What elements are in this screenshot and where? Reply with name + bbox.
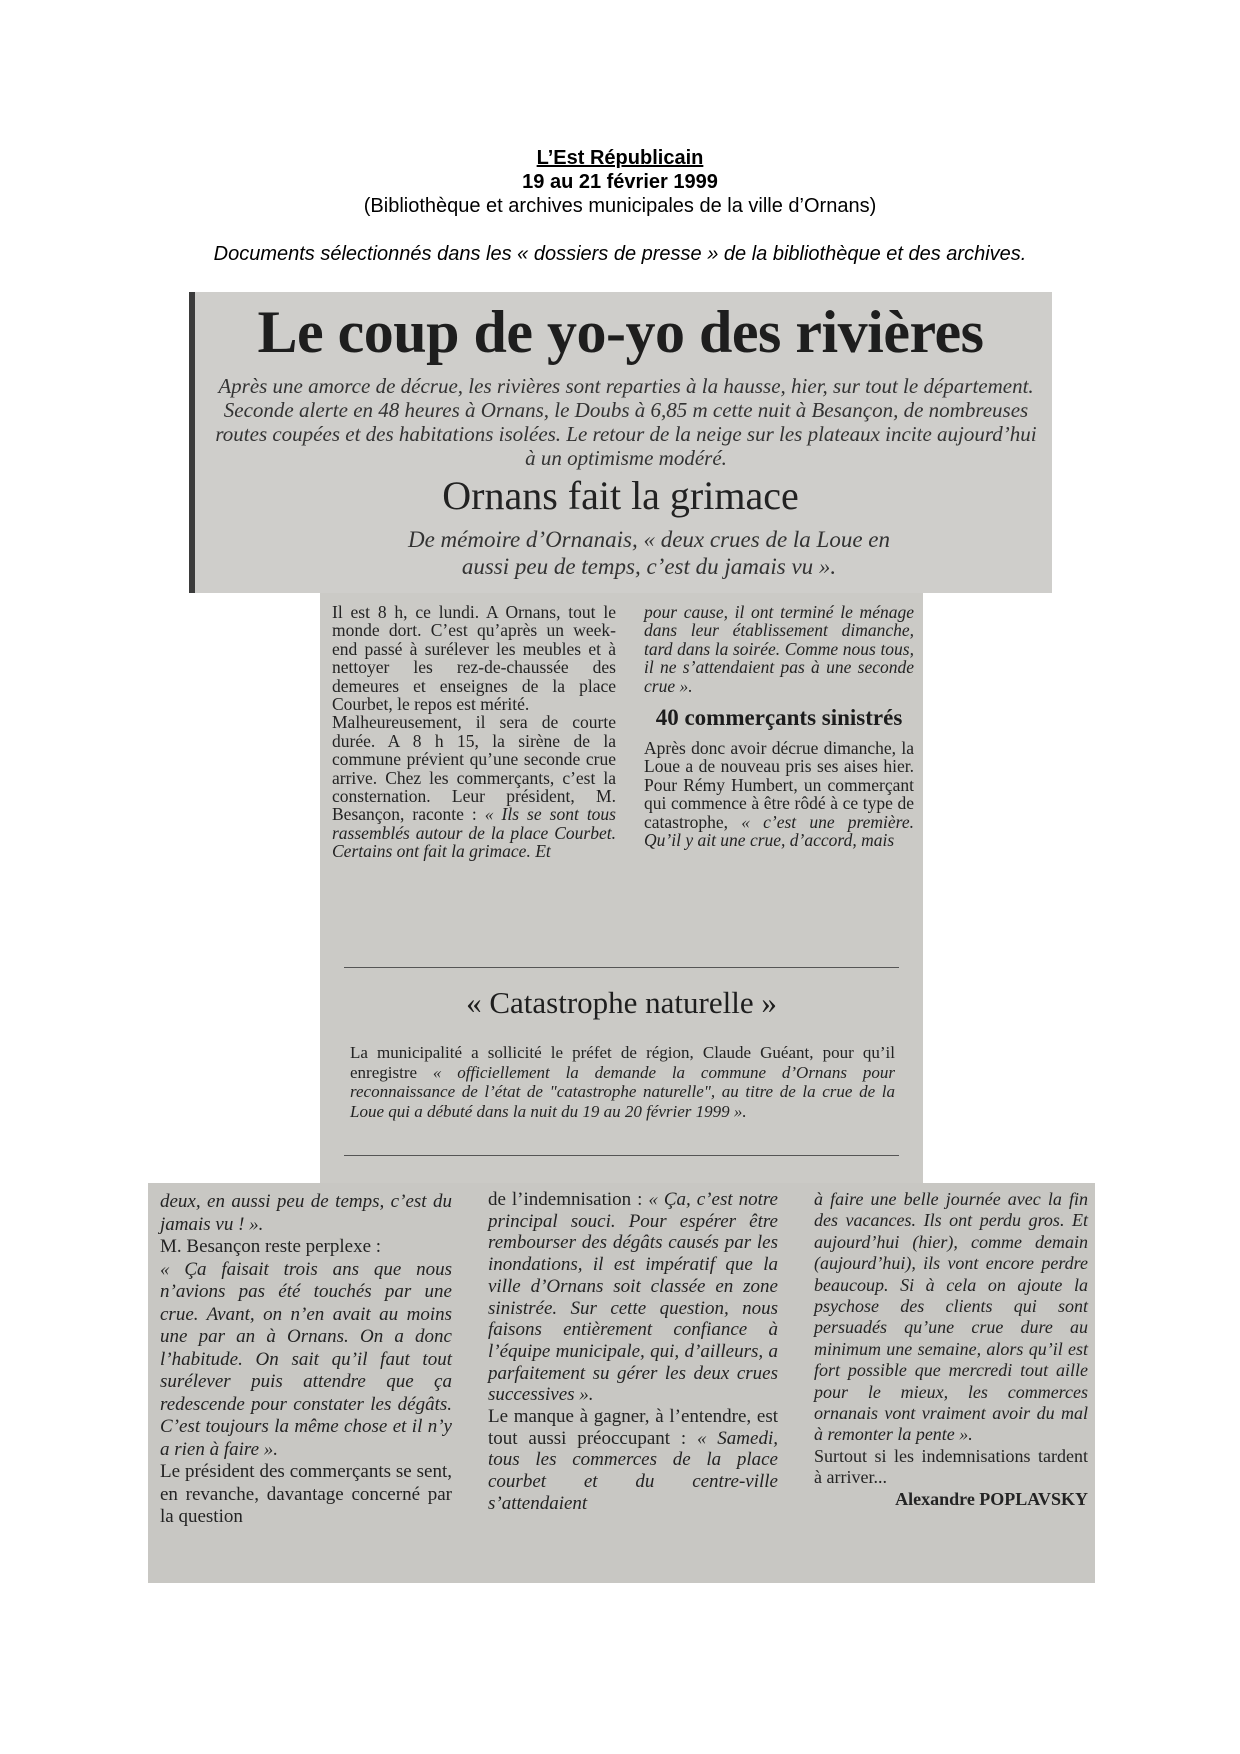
- quote: pour cause, il ont terminé le ménage dans leur établissement dimanche, tard dans la soirée. Comme nous tous, il ne s’attendaient pas à une seconde crue ».: [644, 602, 914, 696]
- author-signature: Alexandre POPLAVSKY: [895, 1488, 1088, 1509]
- section-subhead: 40 commerçants sinistrés: [655, 705, 903, 731]
- column-2: [488, 1189, 778, 1515]
- divider: [344, 967, 899, 968]
- quote: « Ça faisait trois ans que nous n’avions pas été touchés par une crue. Avant, on n’en avait au moins une par an à Ornans. On a donc l’habitude. On sait qu’il faut tout surélever puis attendre que ça redescende pour constater les dégâts. C’est toujours la même chose et il n’y a rien à faire ».: [160, 1258, 452, 1460]
- box-text-quote: « officiellement la demande la commune d’Ornans pour reconnaissance de l’état de "catastrophe naturelle", au titre de la crue de la Loue qui a débuté dans la nuit du 19 au 20 février 1999 ».: [350, 1062, 896, 1121]
- document-header: [0, 146, 1240, 266]
- column-right: [644, 603, 914, 849]
- article-subtitle: Ornans fait la grimace: [442, 473, 799, 518]
- quote: à faire une belle journée avec la fin des vacances. Ils ont perdu gros. Et aujourd’hui (hier), comme demain (aujourd’hui), ils vont encore perdre beaucoup. Si à cela on ajoute la psychose des clients qui sont persuadés qu’une crue dure au minimum une semaine, alors qu’il est fort possible que mercredi tout aille pour le mieux, les commerces ornanais vont vraiment avoir du mal à remonter la pente ».: [814, 1189, 1088, 1445]
- paragraph: [488, 1406, 778, 1515]
- paragraph-text: Après donc avoir décrue dimanche, la Loue a de nouveau pris ses aises hier. Pour Rémy Humbert, un commerçant qui commence à être rôdé à ce type de catastrophe,: [644, 738, 914, 832]
- quote: deux, en aussi peu de temps, c’est du jamais vu ! ».: [160, 1191, 452, 1235]
- selection-note: Documents sélectionnés dans les « dossiers de presse » de la bibliothèque et des archives.: [213, 243, 1027, 265]
- paragraph: M. Besançon reste perplexe :: [160, 1236, 382, 1257]
- quote: « c’est une première. Qu’il y ait une crue, d’accord, mais: [644, 811, 914, 851]
- paragraph: [644, 739, 914, 849]
- quote: « Ils se sont tous rassemblés autour de la place Courbet. Certains ont fait la grimace. Et: [332, 804, 616, 862]
- column-left: [332, 603, 616, 861]
- paragraph: [332, 713, 616, 860]
- paragraph-text: Malheureusement, il sera de courte durée. A 8 h 15, la sirène de la commune prévient qu’une seconde crue arrive. Chez les commerçants, c’est la consternation. Leur président, M. Besançon, raconte :: [332, 712, 616, 825]
- paragraph: Surtout si les indemnisations tardent à arriver...: [814, 1445, 1088, 1488]
- article-headline: Le coup de yo-yo des rivières: [257, 299, 984, 365]
- quote: « Ça, c’est notre principal souci. Pour espérer être rembourser des dégâts causés par les inondations, il est impératif que la ville d’Ornans soit classée en zone sinistrée. Sur cette question, nous faisons entièrement confiance à l’équipe municipale, qui, d’ailleurs, a parfaitement su gérer les deux crues successives ».: [488, 1189, 778, 1406]
- box-title: « Catastrophe naturelle »: [466, 985, 777, 1020]
- newspaper-title: L’Est Républicain: [536, 147, 704, 169]
- article-sublead: De mémoire d’Ornanais, « deux crues de la Loue en aussi peu de temps, c’est du jamais vu ».: [407, 527, 891, 579]
- clipping-headline: [189, 292, 1052, 593]
- column-1: [160, 1191, 452, 1529]
- paragraph-text: de l’indemnisation :: [488, 1189, 643, 1210]
- paragraph: [488, 1189, 778, 1406]
- issue-date: 19 au 21 février 1999: [522, 171, 718, 193]
- column-3: [814, 1189, 1088, 1510]
- paragraph-text: Le manque à gagner, à l’entendre, est tout aussi préoccupant :: [488, 1406, 778, 1449]
- box-text: [350, 1043, 895, 1121]
- box-text-intro: La municipalité a sollicité le préfet de région, Claude Guéant, pour qu’il enregistre: [350, 1043, 895, 1082]
- article-lead: Après une amorce de décrue, les rivières sont reparties à la hausse, hier, sur tout le département. Seconde alerte en 48 heures à Ornans, le Doubs à 6,85 m cette nuit à Besançon, de nombreuses routes coupées et des habitations isolées. Le retour de la neige sur les plateaux incite aujourd’hui à un optimisme modéré.: [215, 374, 1037, 470]
- divider: [344, 1155, 899, 1156]
- archive-source: (Bibliothèque et archives municipales de la ville d’Ornans): [363, 195, 877, 217]
- clipping-middle: [320, 593, 923, 1183]
- paragraph: Il est 8 h, ce lundi. A Ornans, tout le monde dort. C’est qu’après un week-end passé à surélever les meubles et à nettoyer les rez-de-chaussée des demeures et enseignes de la place Courbet, le repos est mérité.: [332, 602, 616, 715]
- paragraph: Le président des commerçants se sent, en revanche, davantage concerné par la question: [160, 1461, 452, 1527]
- clipping-bottom: [148, 1183, 1095, 1583]
- quote: « Samedi, tous les commerces de la place courbet et du centre-ville s’attendaient: [488, 1427, 778, 1514]
